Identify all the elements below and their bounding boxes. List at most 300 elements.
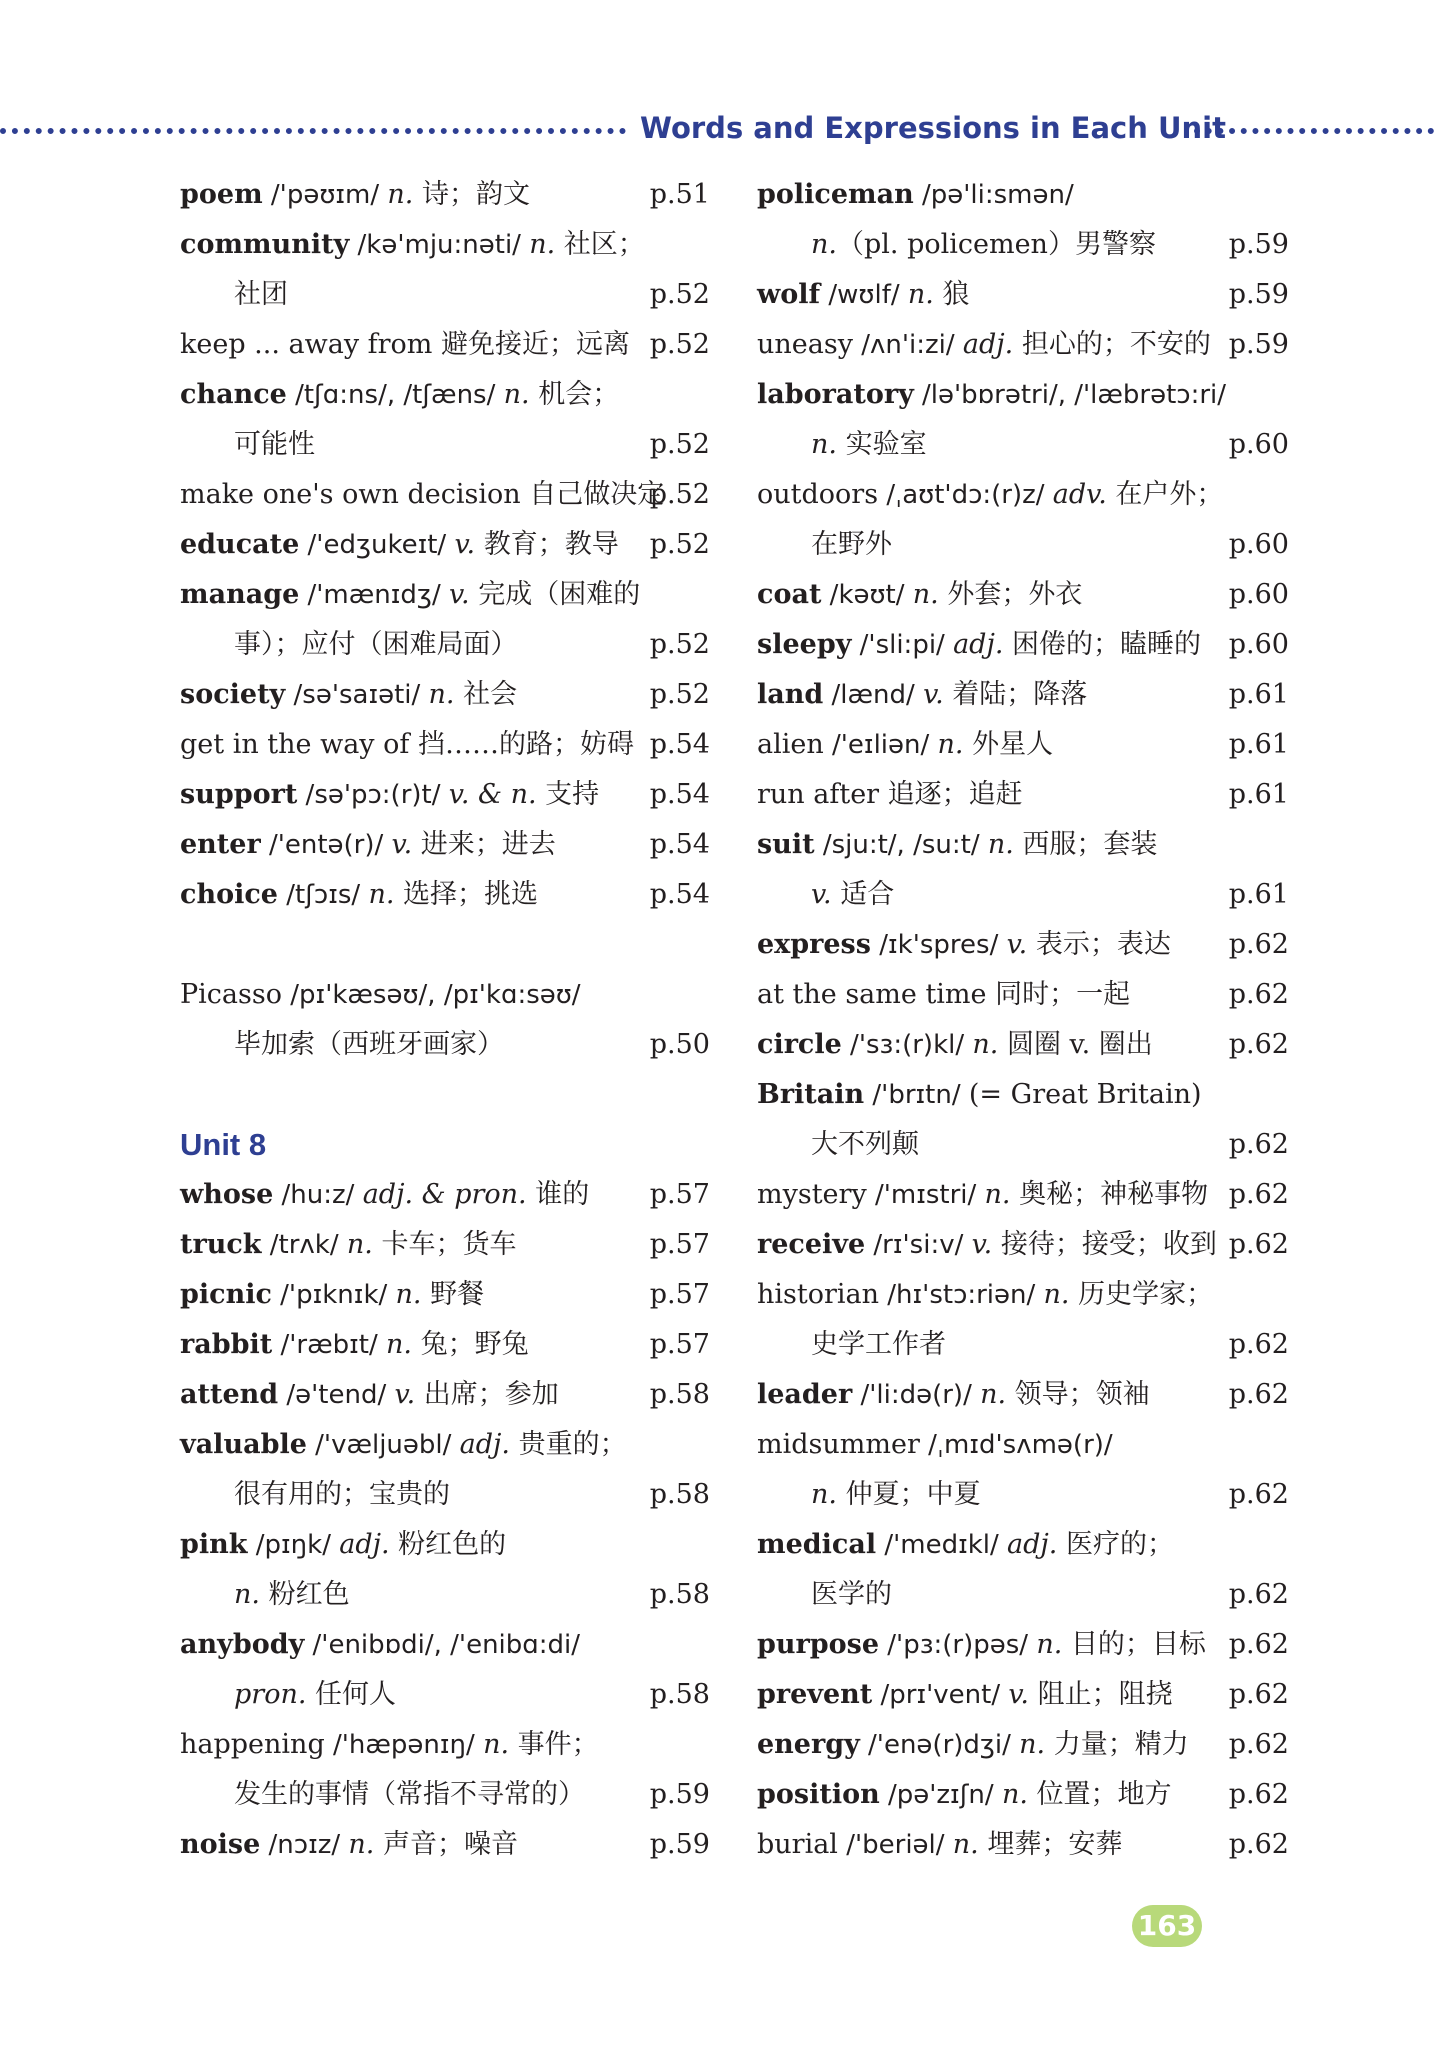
- entry-definition: 社区；: [555, 229, 645, 260]
- entry-definition: 任何人: [306, 1679, 397, 1710]
- header-title: Words and Expressions in Each Unit: [640, 111, 1226, 145]
- entry-headword: leader: [757, 1379, 853, 1410]
- entry-continuation-line: [757, 1120, 1289, 1170]
- vocab-entry: [180, 1720, 710, 1770]
- entry-definition: 大不列颠: [811, 1129, 919, 1160]
- entry-continuation-line: [757, 1570, 1289, 1620]
- entry-page-reference: p.62: [1228, 1779, 1289, 1810]
- entry-page-reference: p.60: [1228, 629, 1289, 660]
- entry-phonetic: /pə'li:smən/: [913, 180, 1074, 210]
- vocab-entry: [757, 970, 1289, 1020]
- entry-headword: attend: [180, 1379, 279, 1410]
- entry-headword: laboratory: [757, 379, 914, 410]
- entry-part-of-speech: n.: [937, 729, 964, 760]
- entry-headword: at the same time: [757, 979, 987, 1010]
- vocab-entry: [757, 1670, 1289, 1720]
- entry-page-reference: p.57: [649, 1279, 710, 1310]
- entry-page-reference: p.62: [1228, 929, 1289, 960]
- entry-phonetic: /sju:t/, /su:t/: [814, 830, 988, 860]
- entry-headword: coat: [757, 579, 822, 610]
- vocab-entry: [757, 570, 1289, 620]
- entry-definition: 粉红色: [259, 1579, 350, 1610]
- vocab-entry: [180, 1320, 710, 1370]
- entry-part-of-speech: n.: [980, 1379, 1007, 1410]
- entry-phonetic: /rɪ'si:v/: [865, 1230, 972, 1260]
- entry-page-reference: p.62: [1228, 1479, 1289, 1510]
- header-dotted-rule-left: [0, 128, 626, 134]
- entry-definition: 目的；目标: [1062, 1629, 1206, 1660]
- entry-definition: 进来；进去: [412, 829, 556, 860]
- entry-definition: 避免接近；远离: [432, 329, 631, 360]
- entry-definition: 在户外；: [1106, 479, 1224, 510]
- vocab-entry: [757, 1020, 1289, 1070]
- entry-definition: 医学的: [811, 1579, 892, 1610]
- entry-continuation-line: [757, 220, 1289, 270]
- entry-page-reference: p.59: [649, 1779, 710, 1810]
- vocab-entry: [757, 1220, 1289, 1270]
- vocab-entry: [180, 470, 710, 520]
- entry-continuation-line: [180, 1570, 710, 1620]
- entry-definition: 挡……的路；妨碍: [409, 729, 634, 760]
- entry-phonetic: /'pɪknɪk/: [271, 1280, 396, 1310]
- entry-definition: 事）；应付（困难局面）: [234, 629, 518, 660]
- entry-phonetic: /'entə(r)/: [260, 830, 392, 860]
- entry-headword: receive: [757, 1229, 866, 1260]
- entry-phonetic: /pə'zɪʃn/: [879, 1780, 1002, 1810]
- entry-definition: 担心的；不安的: [1013, 329, 1211, 360]
- entry-definition: 实验室: [836, 429, 927, 460]
- entry-part-of-speech: n.: [972, 1029, 999, 1060]
- entry-phonetic: /'pɜ:(r)pəs/: [879, 1630, 1037, 1660]
- entry-headword: run after: [757, 779, 880, 810]
- entry-headword: make one's own decision: [180, 479, 521, 510]
- entry-definition: 兔；野兔: [411, 1329, 529, 1360]
- entry-definition: 领导；领袖: [1006, 1379, 1150, 1410]
- entry-definition: 着陆；降落: [943, 679, 1088, 710]
- vocab-entry: [757, 170, 1289, 220]
- entry-phonetic: /'beriəl/: [837, 1830, 953, 1860]
- entry-phonetic: /sə'saɪəti/: [285, 680, 429, 710]
- entry-page-reference: p.62: [1228, 979, 1289, 1010]
- entry-definition: 史学工作者: [811, 1329, 946, 1360]
- entry-page-reference: p.52: [649, 429, 710, 460]
- vocab-entry: [180, 1620, 710, 1670]
- entry-headword: support: [180, 779, 298, 810]
- entry-headword: express: [757, 929, 871, 960]
- entry-page-reference: p.61: [1228, 779, 1289, 810]
- entry-phonetic: /'sɜ:(r)kl/: [841, 1030, 973, 1060]
- entry-headword: alien: [757, 729, 824, 760]
- entry-page-reference: p.58: [649, 1379, 710, 1410]
- entry-headword: choice: [180, 879, 278, 910]
- entry-phonetic: /'edʒukeɪt/: [299, 530, 455, 560]
- vocab-entry: [180, 670, 710, 720]
- entry-part-of-speech: n.: [1043, 1279, 1070, 1310]
- entry-definition: 力量；精力: [1045, 1729, 1189, 1760]
- vocab-entry: [757, 370, 1289, 420]
- entry-part-of-speech: n.: [912, 579, 939, 610]
- entry-headword: chance: [180, 379, 287, 410]
- entry-part-of-speech: v.: [394, 1379, 416, 1410]
- entry-headword: noise: [180, 1829, 261, 1860]
- entry-headword: truck: [180, 1229, 262, 1260]
- entry-phonetic: /kəʊt/: [821, 580, 913, 610]
- entry-headword: prevent: [757, 1679, 873, 1710]
- entry-headword: policeman: [757, 179, 914, 210]
- entry-phonetic: /pɪ'kæsəʊ/, /pɪ'kɑ:səʊ/: [282, 980, 581, 1010]
- entry-phonetic: /ˌmɪd'sʌmə(r)/: [919, 1430, 1113, 1460]
- entry-part-of-speech: n.: [387, 179, 414, 210]
- entry-page-reference: p.62: [1228, 1329, 1289, 1360]
- entry-headword: medical: [757, 1529, 877, 1560]
- entry-part-of-speech: v.: [811, 879, 832, 910]
- entry-phonetic: /wʊlf/: [820, 280, 908, 310]
- entry-page-reference: p.57: [649, 1229, 710, 1260]
- entry-definition: 可能性: [234, 429, 315, 460]
- entry-part-of-speech: n.: [395, 1279, 422, 1310]
- entry-page-reference: p.51: [649, 179, 710, 210]
- entry-headword: midsummer: [757, 1429, 920, 1460]
- entry-part-of-speech: n.: [811, 1479, 837, 1510]
- entry-headword: position: [757, 1779, 880, 1810]
- entry-page-reference: p.59: [1228, 279, 1289, 310]
- entry-headword: wolf: [757, 279, 821, 310]
- entry-page-reference: p.57: [649, 1329, 710, 1360]
- entry-headword: circle: [757, 1029, 842, 1060]
- entry-part-of-speech: adj. & pron.: [362, 1179, 527, 1210]
- entry-definition: 外套；外衣: [938, 579, 1083, 610]
- entry-page-reference: p.54: [649, 829, 710, 860]
- vocab-entry: [757, 1520, 1289, 1570]
- entry-part-of-speech: n.: [1001, 1779, 1028, 1810]
- entry-phonetic: /'enə(r)dʒi/: [859, 1730, 1020, 1760]
- vocab-entry: [180, 970, 710, 1020]
- entry-headword: sleepy: [757, 629, 852, 660]
- entry-page-reference: p.59: [1228, 229, 1289, 260]
- entry-definition: （pl. policemen）男警察: [836, 229, 1156, 260]
- entry-page-reference: p.57: [649, 1179, 710, 1210]
- entry-page-reference: p.58: [649, 1679, 710, 1710]
- entry-phonetic: /'pəʊɪm/: [262, 180, 388, 210]
- entry-continuation-line: [180, 1670, 710, 1720]
- vocab-entry: [757, 1270, 1289, 1320]
- vocab-entry: [180, 1370, 710, 1420]
- entry-part-of-speech: v.: [1006, 929, 1028, 960]
- entry-definition: 教育；教导: [475, 529, 619, 560]
- entry-definition: 声音；噪音: [374, 1829, 518, 1860]
- entry-definition: 在野外: [811, 529, 892, 560]
- vocab-entry: [757, 820, 1289, 870]
- entry-page-reference: p.61: [1228, 679, 1289, 710]
- entry-definition: 圆圈 v. 圈出: [998, 1029, 1153, 1060]
- entry-phonetic: /prɪ'vent/: [872, 1680, 1009, 1710]
- entry-definition: 野餐: [421, 1279, 485, 1310]
- entry-phonetic: /hu:z/: [273, 1180, 363, 1210]
- running-header: [0, 108, 1434, 148]
- entry-part-of-speech: v. & n.: [448, 779, 537, 810]
- entry-definition: 诗；韵文: [413, 179, 530, 210]
- entry-phonetic: /'brɪtn/: [864, 1080, 969, 1110]
- entry-phonetic: /ə'tend/: [278, 1380, 395, 1410]
- entry-phonetic: /ˌaʊt'dɔ:(r)z/: [878, 480, 1053, 510]
- entry-phonetic: /sə'pɔ:(r)t/: [297, 780, 449, 810]
- entry-phonetic: /kə'mju:nəti/: [349, 230, 530, 260]
- entry-page-reference: p.58: [649, 1579, 710, 1610]
- entry-headword: energy: [757, 1729, 860, 1760]
- vocab-entry: [180, 1520, 710, 1570]
- entry-phonetic: /ʌn'i:zi/: [852, 330, 963, 360]
- entry-page-reference: p.52: [649, 329, 710, 360]
- vocab-entry: [757, 620, 1289, 670]
- entry-phonetic: /pɪŋk/: [247, 1530, 340, 1560]
- entry-phonetic: /'li:də(r)/: [852, 1380, 981, 1410]
- vocab-entry: [180, 170, 710, 220]
- entry-definition: 自己做决定: [520, 479, 665, 510]
- entry-headword: poem: [180, 179, 263, 210]
- entry-part-of-speech: v.: [971, 1229, 993, 1260]
- entry-part-of-speech: v.: [448, 579, 470, 610]
- entry-page-reference: p.60: [1228, 429, 1289, 460]
- vocab-entry: [757, 1770, 1289, 1820]
- entry-definition: 接待；接受；收到: [992, 1229, 1217, 1260]
- entry-definition: 发生的事情（常指不寻常的）: [234, 1779, 585, 1810]
- entry-page-reference: p.54: [649, 879, 710, 910]
- page-number-badge: 163: [1132, 1905, 1202, 1947]
- entry-page-reference: p.52: [649, 629, 710, 660]
- entry-page-reference: p.62: [1228, 1679, 1289, 1710]
- entry-page-reference: p.58: [649, 1479, 710, 1510]
- entry-headword: uneasy: [757, 329, 853, 360]
- vocab-entry: [757, 1720, 1289, 1770]
- entry-headword: anybody: [180, 1629, 305, 1660]
- entry-continuation-line: [180, 420, 710, 470]
- entry-definition: 表示；表达: [1027, 929, 1171, 960]
- entry-page-reference: p.59: [1228, 329, 1289, 360]
- vocab-entry: [180, 820, 710, 870]
- entry-phonetic: /'ræbɪt/: [272, 1330, 386, 1360]
- vocab-entry: [180, 1270, 710, 1320]
- entry-definition: 适合: [831, 879, 895, 910]
- entry-continuation-line: [757, 420, 1289, 470]
- entry-phonetic: /'eɪliən/: [823, 730, 938, 760]
- entry-part-of-speech: adj.: [1007, 1529, 1058, 1560]
- entry-definition: 事件；: [509, 1729, 599, 1760]
- entry-phonetic: /nɔɪz/: [260, 1830, 349, 1860]
- entry-headword: rabbit: [180, 1329, 273, 1360]
- entry-phonetic: /'sli:pi/: [851, 630, 954, 660]
- entry-headword: whose: [180, 1179, 274, 1210]
- entry-part-of-speech: n.: [811, 429, 837, 460]
- entry-definition: 追逐；追赶: [879, 779, 1023, 810]
- entry-phonetic: /hɪ'stɔ:riən/: [879, 1280, 1044, 1310]
- header-dotted-rule-right: [1194, 128, 1434, 134]
- entry-part-of-speech: v.: [1008, 1679, 1030, 1710]
- entry-definition: 毕加索（西班牙画家）: [234, 1029, 504, 1060]
- entry-headword: Britain: [757, 1079, 865, 1110]
- entry-page-reference: p.52: [649, 279, 710, 310]
- entry-headword: society: [180, 679, 286, 710]
- entry-definition: 阻止；阻挠: [1029, 1679, 1173, 1710]
- vocab-entry: [180, 570, 710, 620]
- entry-phonetic: /lə'bɒrətri/, /'læbrətɔ:ri/: [913, 380, 1227, 410]
- entry-headword: burial: [757, 1829, 838, 1860]
- entry-part-of-speech: n.: [907, 279, 934, 310]
- entry-part-of-speech: adj.: [953, 629, 1004, 660]
- entry-continuation-line: [180, 1020, 710, 1070]
- entry-definition: 机会；: [529, 379, 620, 410]
- entry-definition: 完成（困难的: [469, 579, 641, 610]
- vocab-entry: [180, 1220, 710, 1270]
- vocab-entry: [180, 320, 710, 370]
- entry-headword: valuable: [180, 1429, 307, 1460]
- vocab-entry: [180, 1820, 710, 1870]
- entry-definition: 支持: [536, 779, 600, 810]
- vocab-entry: [757, 670, 1289, 720]
- entry-part-of-speech: n.: [503, 379, 530, 410]
- entry-headword: outdoors: [757, 479, 879, 510]
- entry-page-reference: p.60: [1228, 579, 1289, 610]
- entry-part-of-speech: n.: [1019, 1729, 1046, 1760]
- entry-phonetic: /'mɪstri/: [866, 1180, 985, 1210]
- entry-definition: 西服；套装: [1013, 829, 1158, 860]
- entry-definition: 贵重的；: [510, 1429, 627, 1460]
- entry-part-of-speech: n.: [368, 879, 395, 910]
- vocab-entry: [180, 220, 710, 270]
- entry-part-of-speech: adj.: [459, 1429, 510, 1460]
- entry-definition: 仲夏；中夏: [836, 1479, 981, 1510]
- entry-page-reference: p.52: [649, 479, 710, 510]
- entry-continuation-line: [757, 1320, 1289, 1370]
- vocab-entry: [757, 920, 1289, 970]
- vocab-entry: [180, 720, 710, 770]
- entry-headword: get in the way of: [180, 729, 410, 760]
- entry-page-reference: p.62: [1228, 1579, 1289, 1610]
- entry-headword: manage: [180, 579, 300, 610]
- entry-page-reference: p.62: [1228, 1829, 1289, 1860]
- entry-definition: 埋葬；安葬: [978, 1829, 1123, 1860]
- entry-page-reference: p.60: [1228, 529, 1289, 560]
- vocab-entry: [180, 520, 710, 570]
- entry-page-reference: p.54: [649, 779, 710, 810]
- entry-headword: historian: [757, 1279, 880, 1310]
- entry-headword: purpose: [757, 1629, 880, 1660]
- entry-definition: 历史学家；: [1069, 1279, 1214, 1310]
- vocab-entry: [757, 770, 1289, 820]
- entry-headword: keep ... away from: [180, 329, 433, 360]
- unit-heading: Unit 8: [180, 1127, 267, 1162]
- entry-phonetic: /'hæpənɪŋ/: [324, 1730, 484, 1760]
- entry-part-of-speech: pron.: [234, 1679, 307, 1710]
- entry-definition: 很有用的；宝贵的: [234, 1479, 450, 1510]
- vocab-entry: [757, 720, 1289, 770]
- entry-headword: picnic: [180, 1279, 272, 1310]
- entry-page-reference: p.62: [1228, 1029, 1289, 1060]
- entry-continuation-line: [180, 1770, 710, 1820]
- entry-headword: community: [180, 229, 350, 260]
- entry-phonetic: /ɪk'spres/: [870, 930, 1007, 960]
- vocab-entry: [757, 1070, 1289, 1120]
- entry-part-of-speech: v.: [391, 829, 413, 860]
- vocab-entry: [757, 270, 1289, 320]
- entry-definition: 卡车；货车: [372, 1229, 517, 1260]
- entry-phonetic: /trʌk/: [261, 1230, 347, 1260]
- entry-continuation-line: [757, 870, 1289, 920]
- entry-continuation-line: [757, 1470, 1289, 1520]
- entry-phonetic: /'enibɒdi/, /'enibɑ:di/: [304, 1630, 581, 1660]
- entry-page-reference: p.52: [649, 529, 710, 560]
- vocab-entry: [180, 870, 710, 920]
- entry-definition: 位置；地方: [1027, 1779, 1172, 1810]
- entry-continuation-line: [180, 270, 710, 320]
- entry-definition: 医疗的；: [1057, 1529, 1174, 1560]
- entry-definition: 同时；一起: [986, 979, 1131, 1010]
- vocab-entry: [180, 370, 710, 420]
- entry-part-of-speech: n.: [346, 1229, 373, 1260]
- entry-continuation-line: [180, 620, 710, 670]
- entry-definition: (= Great Britain): [968, 1079, 1202, 1110]
- entry-part-of-speech: n.: [952, 1829, 979, 1860]
- entry-page-reference: p.62: [1228, 1729, 1289, 1760]
- entry-headword: mystery: [757, 1179, 867, 1210]
- entry-page-reference: p.62: [1228, 1129, 1289, 1160]
- entry-definition: 出席；参加: [415, 1379, 559, 1410]
- entry-part-of-speech: adj.: [339, 1529, 390, 1560]
- entry-phonetic: /'væljuəbl/: [306, 1430, 460, 1460]
- entry-phonetic: /'mænɪdʒ/: [299, 580, 449, 610]
- entry-part-of-speech: n.: [984, 1179, 1011, 1210]
- entry-page-reference: p.61: [1228, 729, 1289, 760]
- entry-page-reference: p.61: [1228, 879, 1289, 910]
- entry-phonetic: /lænd/: [823, 680, 924, 710]
- entry-part-of-speech: n.: [428, 679, 455, 710]
- entry-page-reference: p.62: [1228, 1629, 1289, 1660]
- entry-part-of-speech: adj.: [962, 329, 1014, 360]
- entry-headword: happening: [180, 1729, 325, 1760]
- entry-part-of-speech: adv.: [1052, 479, 1107, 510]
- entry-phonetic: /tʃɔɪs/: [277, 880, 369, 910]
- entry-page-reference: p.59: [649, 1829, 710, 1860]
- entry-page-reference: p.52: [649, 679, 710, 710]
- entry-phonetic: /tʃɑ:ns/, /tʃæns/: [286, 380, 504, 410]
- entry-headword: educate: [180, 529, 300, 560]
- vocab-entry: [757, 1620, 1289, 1670]
- entry-page-reference: p.62: [1228, 1379, 1289, 1410]
- vocab-entry: [180, 1420, 710, 1470]
- entry-page-reference: p.62: [1228, 1179, 1289, 1210]
- entry-part-of-speech: n.: [386, 1329, 412, 1360]
- entry-definition: 困倦的；瞌睡的: [1003, 629, 1202, 660]
- entry-part-of-speech: n.: [483, 1729, 510, 1760]
- entry-definition: 社团: [234, 279, 288, 310]
- entry-definition: 狼: [933, 279, 970, 310]
- entry-continuation-line: [757, 520, 1289, 570]
- entry-definition: 选择；挑选: [394, 879, 539, 910]
- entry-part-of-speech: v.: [454, 529, 476, 560]
- entry-headword: land: [757, 679, 824, 710]
- vocab-entry: [757, 1420, 1289, 1470]
- entry-definition: 奥秘；神秘事物: [1010, 1179, 1209, 1210]
- entry-headword: Picasso: [180, 979, 282, 1010]
- entry-definition: 粉红色的: [389, 1529, 507, 1560]
- entry-part-of-speech: n.: [348, 1829, 375, 1860]
- vocab-entry: [757, 470, 1289, 520]
- entry-headword: suit: [757, 829, 815, 860]
- vocab-entry: [757, 320, 1289, 370]
- entry-page-reference: p.50: [649, 1029, 710, 1060]
- entry-phonetic: /'medɪkl/: [876, 1530, 1008, 1560]
- entry-definition: 社会: [454, 679, 518, 710]
- entry-part-of-speech: n.: [234, 1579, 260, 1610]
